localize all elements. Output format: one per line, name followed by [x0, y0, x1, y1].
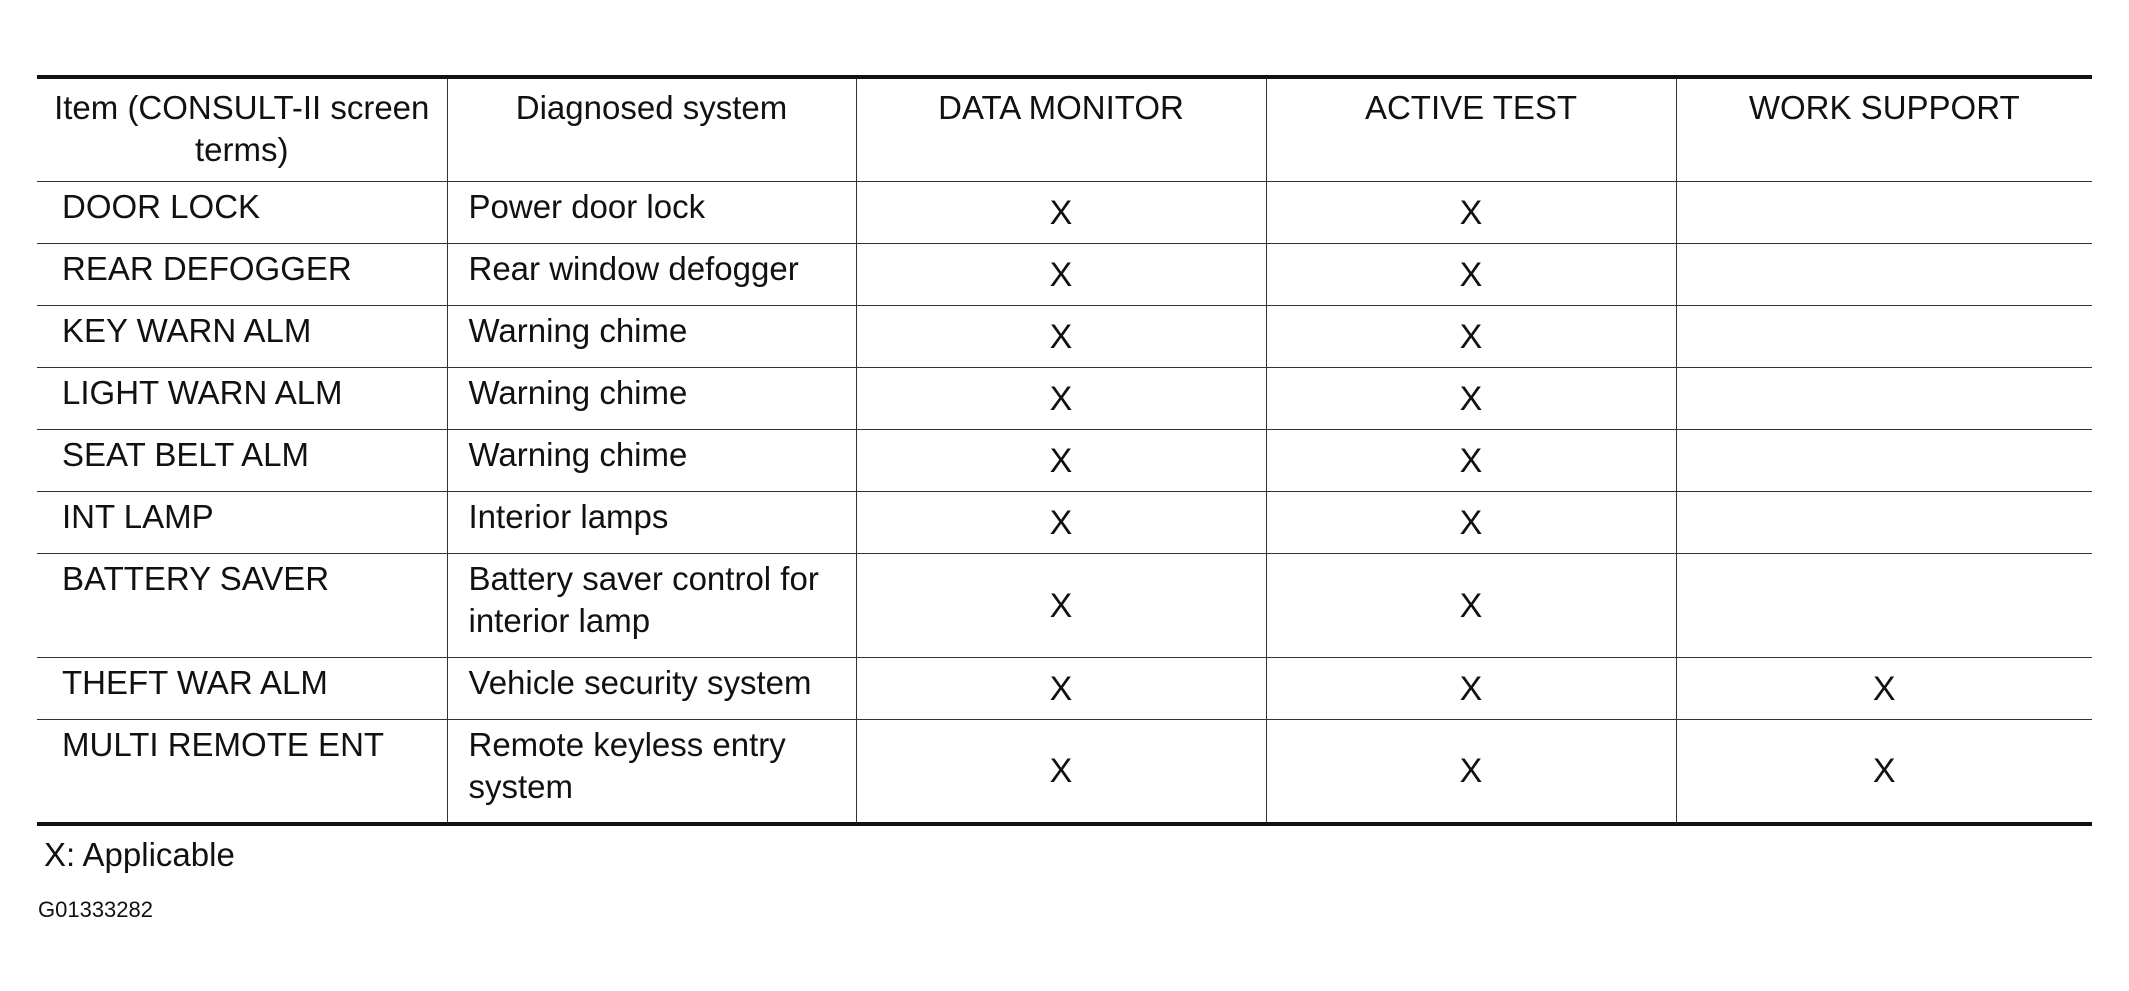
- header-row: [37, 77, 2092, 182]
- cell-active-test: X: [1266, 430, 1676, 492]
- cell-work-support: [1676, 554, 2092, 658]
- cell-data-monitor: X: [856, 658, 1266, 720]
- table-row: [37, 658, 2092, 720]
- cell-diagnosed-system: Vehicle security system: [447, 658, 856, 720]
- table-row: [37, 554, 2092, 658]
- cell-item: LIGHT WARN ALM: [37, 368, 447, 430]
- cell-work-support: [1676, 492, 2092, 554]
- cell-data-monitor: X: [856, 430, 1266, 492]
- cell-data-monitor: X: [856, 306, 1266, 368]
- cell-diagnosed-system: Power door lock: [447, 182, 856, 244]
- cell-item: DOOR LOCK: [37, 182, 447, 244]
- cell-active-test: X: [1266, 182, 1676, 244]
- table-row: [37, 368, 2092, 430]
- header-diagnosed-system: Diagnosed system: [447, 77, 856, 182]
- table-row: [37, 430, 2092, 492]
- cell-work-support: [1676, 244, 2092, 306]
- cell-data-monitor: X: [856, 720, 1266, 824]
- cell-diagnosed-system: Warning chime: [447, 430, 856, 492]
- cell-item: INT LAMP: [37, 492, 447, 554]
- cell-active-test: X: [1266, 658, 1676, 720]
- cell-diagnosed-system: Rear window defogger: [447, 244, 856, 306]
- cell-work-support: [1676, 182, 2092, 244]
- cell-diagnosed-system: Battery saver control for interior lamp: [447, 554, 856, 658]
- cell-diagnosed-system: Remote keyless entry system: [447, 720, 856, 824]
- cell-item: MULTI REMOTE ENT: [37, 720, 447, 824]
- cell-data-monitor: X: [856, 554, 1266, 658]
- cell-diagnosed-system: Interior lamps: [447, 492, 856, 554]
- cell-data-monitor: X: [856, 368, 1266, 430]
- cell-work-support: X: [1676, 720, 2092, 824]
- cell-active-test: X: [1266, 492, 1676, 554]
- table-row: [37, 306, 2092, 368]
- table-header: [37, 77, 2092, 182]
- cell-diagnosed-system: Warning chime: [447, 306, 856, 368]
- consult-ii-function-table: [37, 75, 2092, 826]
- table-body: [37, 182, 2092, 824]
- cell-diagnosed-system: Warning chime: [447, 368, 856, 430]
- cell-active-test: X: [1266, 368, 1676, 430]
- cell-active-test: X: [1266, 306, 1676, 368]
- header-work-support: WORK SUPPORT: [1676, 77, 2092, 182]
- cell-data-monitor: X: [856, 244, 1266, 306]
- table-row: [37, 244, 2092, 306]
- header-active-test: ACTIVE TEST: [1266, 77, 1676, 182]
- cell-item: REAR DEFOGGER: [37, 244, 447, 306]
- cell-data-monitor: X: [856, 492, 1266, 554]
- cell-item: KEY WARN ALM: [37, 306, 447, 368]
- table-legend: X: Applicable: [44, 836, 235, 873]
- cell-item: SEAT BELT ALM: [37, 430, 447, 492]
- table-row: [37, 182, 2092, 244]
- cell-work-support: [1676, 368, 2092, 430]
- cell-data-monitor: X: [856, 182, 1266, 244]
- cell-active-test: X: [1266, 554, 1676, 658]
- cell-work-support: [1676, 306, 2092, 368]
- header-item: Item (CONSULT-II screen terms): [37, 77, 447, 182]
- cell-active-test: X: [1266, 244, 1676, 306]
- cell-work-support: [1676, 430, 2092, 492]
- header-data-monitor: DATA MONITOR: [856, 77, 1266, 182]
- cell-item: THEFT WAR ALM: [37, 658, 447, 720]
- table-row: [37, 492, 2092, 554]
- table-row: [37, 720, 2092, 824]
- cell-active-test: X: [1266, 720, 1676, 824]
- cell-work-support: X: [1676, 658, 2092, 720]
- figure-id: G01333282: [38, 897, 153, 922]
- cell-item: BATTERY SAVER: [37, 554, 447, 658]
